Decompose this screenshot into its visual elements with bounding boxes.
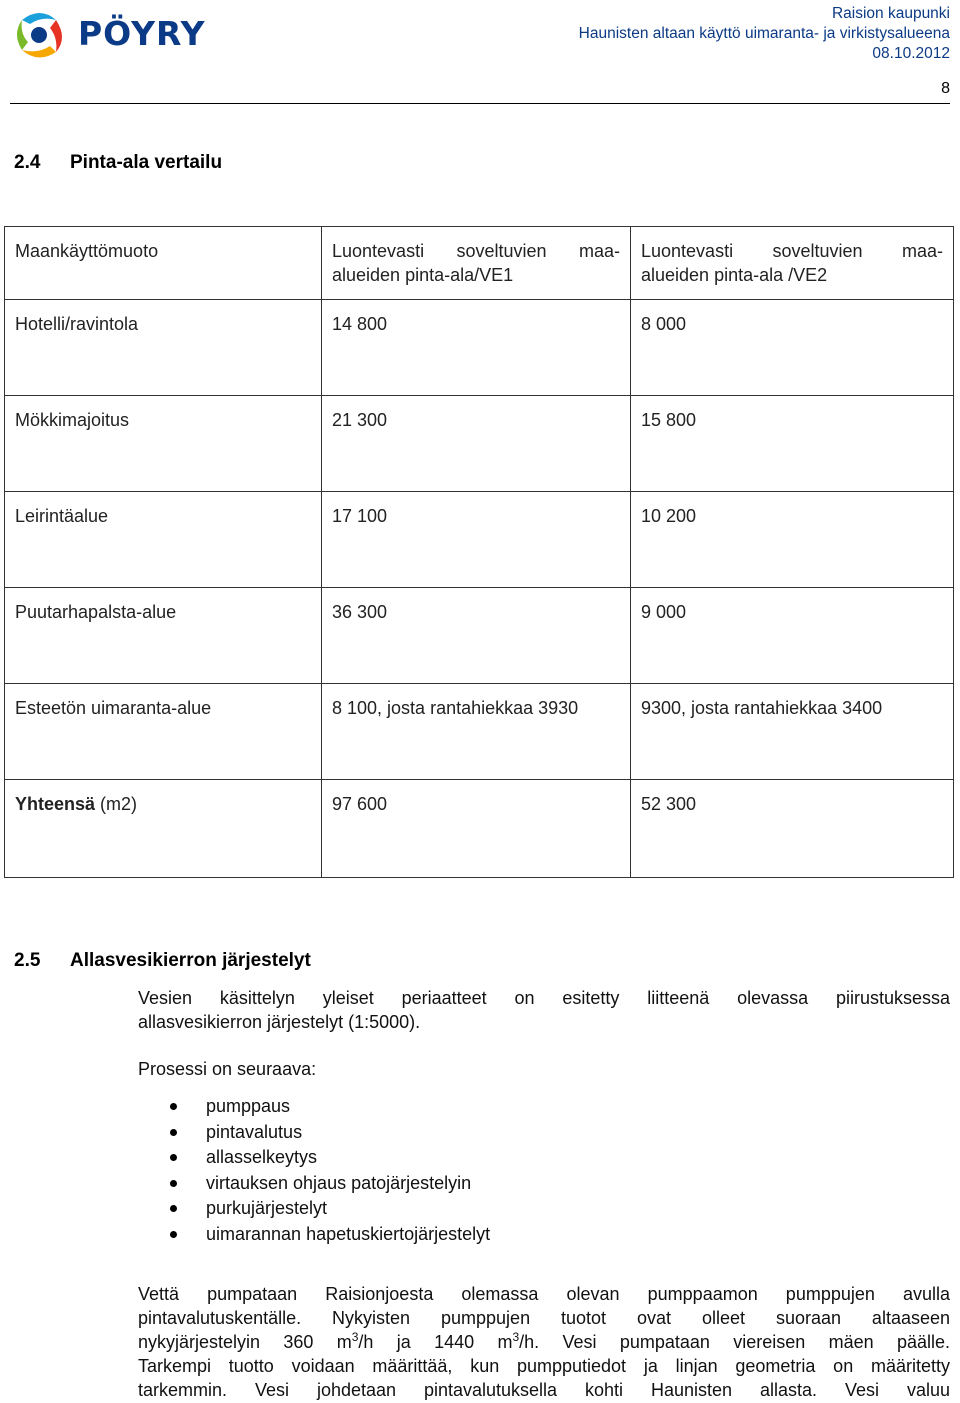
poyry-logo (12, 8, 212, 62)
bullet-icon (170, 1129, 177, 1136)
header-cell-use: Maankäyttömuoto (5, 227, 322, 300)
header-cell-ve1: Luontevasti soveltuvien maa- alueiden pinta-ala/VE1 (322, 227, 631, 300)
list-item: pumppaus (138, 1094, 490, 1120)
paragraph-pumping: Vettä pumpataan Raisionjoesta olemassa olevan pumppaamon pumppujen avulla pintavalutuskentälle. Nykyisten pumppujen tuotot ovat olleet suoraan altaaseen nykyjärjestelyin 360 $m^3/h$ ja 1440 $m^3/h$. Vesi pumpataan viereisen mäen päälle. Tarkempi tuotto voidaan määrittää, kun pumpputiedot ja linjan geometria on määritetty tarkemmin. Vesi johdetaan pintavalutuksella kohti Haunisten allasta. Vesi valuu (138, 1284, 951, 1400)
table-row: Esteetön uimaranta-alue 8 100, josta rantahiekkaa 3930 9300, josta rantahiekkaa 3400 (5, 684, 954, 780)
table-row: Leirintäalue 17 100 10 200 (5, 492, 954, 588)
bullet-icon (170, 1205, 177, 1212)
section-heading-2-5 (14, 950, 311, 972)
document-date: 08.10.2012 (872, 45, 950, 62)
header-info (579, 4, 950, 64)
list-item: allasselkeytys (138, 1145, 490, 1171)
table-row: Hotelli/ravintola 14 800 8 000 (5, 300, 954, 396)
project-title: Haunisten altaan käyttö uimaranta- ja virkistysalueena (578, 25, 950, 42)
header-cell-ve2: Luontevasti soveltuvien maa- alueiden pinta-ala /VE2 (631, 227, 954, 300)
area-comparison-table (4, 226, 954, 878)
paragraph-intro: Vesien käsittelyn yleiset periaatteet on esitetty liitteenä olevassa piirustuksessa allasvesikierron järjestelyt (1:5000). (138, 988, 950, 1032)
section-number: 2.4 (14, 152, 41, 173)
process-list (138, 1094, 490, 1247)
list-item: purkujärjestelyt (138, 1196, 490, 1222)
section-title: Allasvesikierron järjestelyt (70, 950, 311, 971)
logo-wordmark: PÖYRY (78, 14, 206, 53)
total-ve2: 52 300 (631, 780, 954, 878)
list-item: virtauksen ohjaus patojärjestelyin (138, 1171, 490, 1197)
paragraph-process: Prosessi on seuraava: (138, 1059, 317, 1079)
table-row: Mökkimajoitus 21 300 15 800 (5, 396, 954, 492)
total-ve1: 97 600 (322, 780, 631, 878)
section-title: Pinta-ala vertailu (70, 152, 223, 173)
bullet-icon (170, 1180, 177, 1187)
bullet-icon (170, 1154, 177, 1161)
section-number: 2.5 (14, 950, 41, 971)
table-header-row (5, 227, 954, 300)
page-number: 8 (941, 80, 950, 97)
bullet-icon (170, 1103, 177, 1110)
client-name: Raision kaupunki (831, 5, 950, 22)
bullet-icon (170, 1231, 177, 1238)
header-divider (10, 103, 950, 104)
poyry-logo-icon (12, 10, 68, 60)
section-heading-2-4 (14, 152, 222, 174)
list-item: pintavalutus (138, 1120, 490, 1146)
list-item: uimarannan hapetuskiertojärjestelyt (138, 1222, 490, 1248)
total-label: Yhteensä (m2) (5, 780, 322, 878)
table-row: Puutarhapalsta-alue 36 300 9 000 (5, 588, 954, 684)
table-total-row (5, 780, 954, 878)
